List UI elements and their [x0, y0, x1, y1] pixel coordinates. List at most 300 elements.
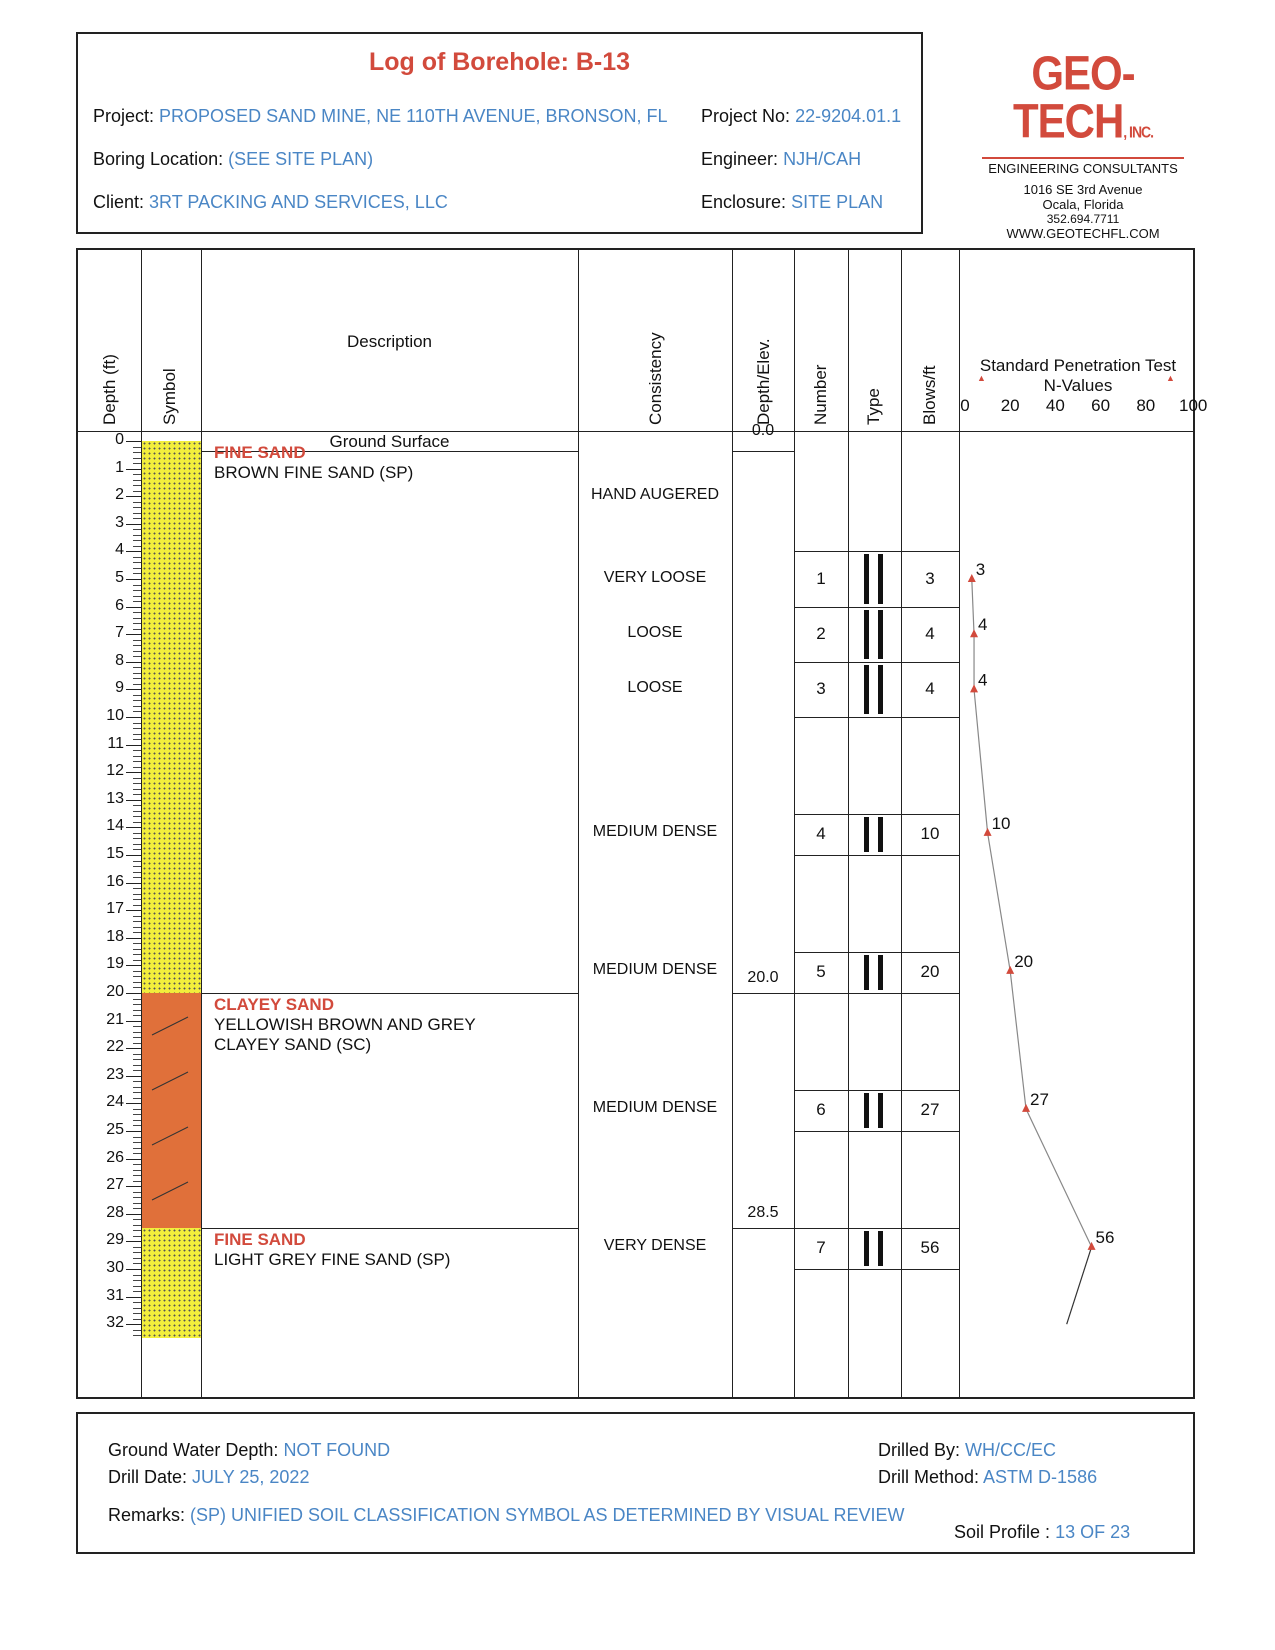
- col-header-depth: Depth (ft): [100, 354, 119, 425]
- depth-minor-tick: [133, 987, 141, 988]
- depth-minor-tick: [133, 816, 141, 817]
- depth-minor-tick: [133, 535, 141, 536]
- project-no-label: Project No:: [701, 106, 791, 126]
- depth-minor-tick: [133, 1263, 141, 1264]
- engineer-row: [701, 149, 861, 170]
- split-spoon-bar: [864, 554, 869, 603]
- spt-tick-label: 20: [1000, 396, 1020, 415]
- depth-tick-label: 4: [115, 541, 124, 559]
- depth-elev-value: 20.0: [747, 969, 779, 986]
- depth-minor-tick: [133, 1037, 141, 1038]
- layer-title: CLAYEY SAND: [214, 995, 334, 1014]
- depth-minor-tick: [133, 474, 141, 475]
- depth-minor-tick: [133, 711, 141, 712]
- depth-minor-tick: [133, 1192, 141, 1193]
- depth-minor-tick: [133, 458, 141, 459]
- depth-minor-tick: [133, 480, 141, 481]
- depth-minor-tick: [133, 562, 141, 563]
- sample-blows: 27: [920, 1100, 940, 1120]
- depth-minor-tick: [133, 1081, 141, 1082]
- company-tagline: ENGINEERING CONSULTANTS: [988, 161, 1178, 176]
- depth-minor-tick: [133, 1137, 141, 1138]
- depth-minor-tick: [133, 1070, 141, 1071]
- split-spoon-bar: [864, 1093, 869, 1128]
- sample-divider: [794, 952, 959, 953]
- depth-minor-tick: [133, 1236, 141, 1237]
- spt-tick-label: 80: [1136, 396, 1156, 415]
- depth-minor-tick: [133, 943, 141, 944]
- clay-hatch-pattern: [142, 993, 201, 1228]
- consistency-label: LOOSE: [627, 679, 683, 697]
- split-spoon-bar: [864, 1231, 869, 1266]
- consistency-label: VERY LOOSE: [603, 569, 707, 586]
- log-title: Log of Borehole: B-13: [368, 48, 631, 76]
- layer-description: LIGHT GREY FINE SAND (SP): [214, 1249, 451, 1269]
- spt-marker-left-icon: ▲: [977, 373, 986, 383]
- depth-major-tick: [126, 827, 141, 828]
- enclosure-row: [701, 192, 883, 213]
- depth-minor-tick: [133, 1109, 141, 1110]
- depth-minor-tick: [133, 811, 141, 812]
- spt-point-label: 4: [978, 615, 988, 635]
- depth-minor-tick: [133, 656, 141, 657]
- col-header-description: Description: [346, 332, 433, 351]
- depth-minor-tick: [133, 1252, 141, 1253]
- depth-tick-label: 6: [115, 596, 124, 614]
- layer-divider: [201, 1228, 578, 1229]
- footer-box: [76, 1412, 1195, 1554]
- company-address1: 1016 SE 3rd Avenue: [1023, 182, 1143, 197]
- consistency-label: MEDIUM DENSE: [592, 822, 718, 840]
- col-header-consistency: Consistency: [646, 332, 665, 425]
- layer-divider: [201, 993, 578, 994]
- depth-major-tick: [126, 1186, 141, 1187]
- depth-minor-tick: [133, 612, 141, 613]
- sample-divider: [794, 1228, 959, 1229]
- depth-minor-tick: [133, 861, 141, 862]
- spt-point: [970, 629, 978, 637]
- depth-major-tick: [126, 1021, 141, 1022]
- drill-method-value: ASTM D-1586: [983, 1467, 1098, 1487]
- split-spoon-bar: [878, 665, 883, 714]
- depth-major-tick: [126, 662, 141, 663]
- depth-minor-tick: [133, 1032, 141, 1033]
- sample-number: 3: [816, 679, 826, 699]
- enclosure-value: SITE PLAN: [791, 192, 884, 212]
- depth-minor-tick: [133, 1065, 141, 1066]
- spt-point-label: 3: [975, 560, 986, 579]
- depth-minor-tick: [133, 700, 141, 701]
- depth-minor-tick: [133, 805, 141, 806]
- depth-elev-divider: [732, 993, 794, 994]
- depth-tick-label: 18: [106, 927, 124, 945]
- depth-minor-tick: [133, 1120, 141, 1121]
- gw-row: [108, 1440, 390, 1461]
- depth-tick-label: 24: [106, 1093, 124, 1111]
- depth-major-tick: [126, 883, 141, 884]
- depth-minor-tick: [133, 573, 141, 574]
- consistency-label: HAND AUGERED: [590, 486, 720, 504]
- depth-minor-tick: [133, 1125, 141, 1126]
- sample-blows: 4: [925, 624, 935, 644]
- depth-minor-tick: [133, 899, 141, 900]
- company-address2: Ocala, Florida: [1042, 197, 1124, 212]
- depth-minor-tick: [133, 954, 141, 955]
- depth-tick-label: 0: [115, 431, 124, 448]
- depth-major-tick: [126, 1269, 141, 1270]
- depth-major-tick: [126, 910, 141, 911]
- depth-minor-tick: [133, 1043, 141, 1044]
- depth-minor-tick: [133, 1308, 141, 1309]
- depth-major-tick: [126, 1076, 141, 1077]
- hatch-line: [152, 1182, 188, 1200]
- layer-description-line: YELLOWISH BROWN AND GREY: [214, 1015, 476, 1034]
- depth-minor-tick: [133, 888, 141, 889]
- depth-minor-tick: [133, 1203, 141, 1204]
- depth-minor-tick: [133, 601, 141, 602]
- client-label: Client:: [93, 192, 145, 212]
- depth-minor-tick: [133, 502, 141, 503]
- consistency-label: LOOSE: [627, 624, 683, 642]
- company-web: WWW.GEOTECHFL.COM: [1006, 226, 1160, 241]
- spt-tick-label: 40: [1045, 396, 1065, 415]
- depth-minor-tick: [133, 976, 141, 977]
- depth-tick-label: 5: [115, 569, 124, 586]
- spt-point: [1088, 1242, 1096, 1250]
- depth-minor-tick: [133, 452, 141, 453]
- depth-minor-tick: [133, 518, 141, 519]
- depth-tick-label: 9: [115, 679, 124, 697]
- drill-method-label: Drill Method:: [878, 1467, 980, 1487]
- depth-tick-label: 27: [106, 1176, 124, 1194]
- project-label: Project:: [93, 106, 155, 126]
- depth-tick-label: 11: [107, 734, 124, 752]
- depth-minor-tick: [133, 1197, 141, 1198]
- split-spoon-bar: [878, 610, 883, 659]
- depth-tick-label: 28: [106, 1203, 124, 1221]
- depth-minor-tick: [133, 463, 141, 464]
- depth-minor-tick: [133, 838, 141, 839]
- gw-label: Ground Water Depth:: [108, 1440, 279, 1460]
- depth-minor-tick: [133, 728, 141, 729]
- depth-tick-label: 25: [106, 1121, 124, 1138]
- boring-label: Boring Location:: [93, 149, 224, 169]
- engineer-value: NJH/CAH: [783, 149, 862, 169]
- drill-date-value: JULY 25, 2022: [192, 1467, 310, 1487]
- depth-minor-tick: [133, 734, 141, 735]
- sample-divider: [794, 662, 959, 663]
- boring-row: [93, 149, 373, 170]
- company-logo: [978, 45, 1188, 241]
- depth-minor-tick: [133, 1026, 141, 1027]
- depth-minor-tick: [133, 872, 141, 873]
- depth-elev-value: 28.5: [747, 1203, 779, 1221]
- sample-divider: [794, 1269, 959, 1270]
- spt-subtitle: N-Values: [1043, 376, 1113, 395]
- spt-tick-label: 60: [1091, 396, 1111, 415]
- depth-major-tick: [126, 579, 141, 580]
- depth-minor-tick: [133, 651, 141, 652]
- depth-minor-tick: [133, 678, 141, 679]
- split-spoon-bar: [878, 817, 883, 852]
- spt-point: [1022, 1104, 1030, 1112]
- split-spoon-bar: [878, 554, 883, 603]
- depth-tick-label: 15: [106, 845, 124, 862]
- spt-point-label: 10: [991, 813, 1011, 833]
- depth-minor-tick: [133, 1330, 141, 1331]
- depth-minor-tick: [133, 960, 141, 961]
- depth-minor-tick: [133, 590, 141, 591]
- depth-minor-tick: [133, 1004, 141, 1005]
- sample-divider: [794, 717, 959, 718]
- depth-major-tick: [126, 965, 141, 966]
- sample-divider: [794, 607, 959, 608]
- depth-minor-tick: [133, 999, 141, 1000]
- depth-tick-label: 19: [106, 955, 124, 973]
- boring-value: (SEE SITE PLAN): [228, 149, 374, 169]
- depth-minor-tick: [133, 540, 141, 541]
- drilled-by-row: [878, 1440, 1056, 1461]
- depth-minor-tick: [133, 1153, 141, 1154]
- client-row: [93, 192, 448, 213]
- spt-marker-right-icon: ▲: [1166, 373, 1175, 383]
- depth-minor-tick: [133, 739, 141, 740]
- enclosure-label: Enclosure:: [701, 192, 787, 212]
- project-value: PROPOSED SAND MINE, NE 110TH AVENUE, BRONSON, FL: [159, 106, 668, 126]
- soil-symbol-hatch: [142, 993, 201, 1228]
- depth-minor-tick: [133, 1175, 141, 1176]
- depth-major-tick: [126, 938, 141, 939]
- sample-number: 2: [816, 624, 826, 644]
- depth-tick-label: 29: [106, 1231, 124, 1249]
- depth-minor-tick: [133, 485, 141, 486]
- depth-tick-label: 8: [115, 651, 124, 669]
- spt-tick-label: 100: [1179, 396, 1208, 415]
- sample-blows: 4: [925, 679, 935, 699]
- layer-description: BROWN FINE SAND (SP): [214, 463, 414, 482]
- depth-major-tick: [126, 800, 141, 801]
- depth-minor-tick: [133, 557, 141, 558]
- spt-tick-label: 0: [960, 396, 970, 415]
- depth-minor-tick: [133, 640, 141, 641]
- depth-major-tick: [126, 469, 141, 470]
- split-spoon-bar: [864, 610, 869, 659]
- depth-tick-label: 16: [106, 872, 124, 890]
- depth-minor-tick: [133, 695, 141, 696]
- col-header-depth-elev: Depth/Elev.: [754, 338, 773, 425]
- col-header-number: Number: [811, 364, 830, 425]
- depth-minor-tick: [133, 529, 141, 530]
- gw-value: NOT FOUND: [283, 1440, 391, 1460]
- engineer-label: Engineer:: [701, 149, 779, 169]
- depth-minor-tick: [133, 1059, 141, 1060]
- spt-point-label: 20: [1014, 951, 1034, 971]
- depth-major-tick: [126, 441, 141, 442]
- spt-line: [972, 579, 1092, 1247]
- depth-minor-tick: [133, 927, 141, 928]
- depth-minor-tick: [133, 949, 141, 950]
- depth-minor-tick: [133, 1181, 141, 1182]
- depth-minor-tick: [133, 684, 141, 685]
- col-header-blows: Blows/ft: [920, 365, 939, 425]
- depth-minor-tick: [133, 673, 141, 674]
- sample-blows: 56: [920, 1238, 940, 1258]
- depth-minor-tick: [133, 1010, 141, 1011]
- spt-point-label: 4: [978, 670, 988, 690]
- depth-minor-tick: [133, 1015, 141, 1016]
- depth-tick-label: 32: [106, 1314, 124, 1332]
- sample-number: 6: [816, 1100, 826, 1120]
- depth-major-tick: [126, 855, 141, 856]
- consistency-label: VERY DENSE: [603, 1236, 707, 1254]
- depth-minor-tick: [133, 1087, 141, 1088]
- depth-major-tick: [126, 1297, 141, 1298]
- depth-tick-label: 13: [106, 789, 124, 807]
- depth-tick-label: 31: [106, 1286, 124, 1304]
- depth-minor-tick: [133, 833, 141, 834]
- depth-minor-tick: [133, 894, 141, 895]
- sample-blows: 20: [920, 962, 940, 982]
- spt-tail-line: [1067, 1247, 1092, 1324]
- depth-minor-tick: [133, 971, 141, 972]
- spt-point: [1006, 966, 1014, 974]
- depth-minor-tick: [133, 1313, 141, 1314]
- sample-divider: [794, 1131, 959, 1132]
- depth-minor-tick: [133, 1098, 141, 1099]
- layer-title: FINE SAND: [214, 1229, 306, 1249]
- remarks-value: (SP) UNIFIED SOIL CLASSIFICATION SYMBOL AS DETERMINED BY VISUAL REVIEW: [190, 1505, 905, 1525]
- depth-tick-label: 3: [115, 513, 124, 531]
- depth-tick-label: 2: [115, 486, 124, 504]
- depth-minor-tick: [133, 585, 141, 586]
- layer-description-line: CLAYEY SAND (SC): [214, 1035, 372, 1054]
- consistency-label: MEDIUM DENSE: [592, 1098, 718, 1116]
- soil-profile-row: [954, 1522, 1130, 1543]
- ground-surface-label: Ground Surface: [329, 432, 450, 451]
- depth-tick-label: 23: [106, 1065, 124, 1083]
- sample-divider: [794, 993, 959, 994]
- depth-tick-label: 26: [106, 1148, 124, 1166]
- soil-symbol-dots: [142, 1228, 201, 1338]
- depth-major-tick: [126, 1241, 141, 1242]
- layer-title: FINE SAND: [214, 443, 306, 462]
- depth-tick-label: 30: [106, 1259, 124, 1276]
- depth-minor-tick: [133, 877, 141, 878]
- split-spoon-bar: [864, 817, 869, 852]
- depth-minor-tick: [133, 844, 141, 845]
- sample-number: 1: [816, 569, 826, 588]
- spt-point: [970, 684, 978, 692]
- depth-major-tick: [126, 634, 141, 635]
- depth-major-tick: [126, 1214, 141, 1215]
- spt-point-label: 56: [1095, 1227, 1115, 1247]
- depth-minor-tick: [133, 1286, 141, 1287]
- company-phone: 352.694.7711: [1046, 212, 1120, 226]
- depth-minor-tick: [133, 921, 141, 922]
- drilled-by-label: Drilled By:: [878, 1440, 961, 1460]
- sample-divider: [794, 551, 959, 552]
- depth-major-tick: [126, 745, 141, 746]
- depth-minor-tick: [133, 1208, 141, 1209]
- depth-minor-tick: [133, 750, 141, 751]
- sample-number: 4: [816, 824, 826, 844]
- depth-minor-tick: [133, 932, 141, 933]
- depth-major-tick: [126, 1048, 141, 1049]
- depth-major-tick: [126, 717, 141, 718]
- depth-minor-tick: [133, 1319, 141, 1320]
- spt-point: [984, 828, 992, 836]
- depth-elev-divider: [732, 1228, 794, 1229]
- depth-minor-tick: [133, 1092, 141, 1093]
- depth-minor-tick: [133, 1280, 141, 1281]
- depth-minor-tick: [133, 1054, 141, 1055]
- soil-profile-label: Soil Profile :: [954, 1522, 1051, 1542]
- depth-minor-tick: [133, 778, 141, 779]
- soil-symbol-dots: [142, 441, 201, 993]
- depth-minor-tick: [133, 783, 141, 784]
- project-no-value: 22-9204.01.1: [795, 106, 902, 126]
- drilled-by-value: WH/CC/EC: [965, 1440, 1057, 1460]
- spt-point: [968, 574, 976, 582]
- depth-major-tick: [126, 1103, 141, 1104]
- split-spoon-bar: [878, 1231, 883, 1266]
- depth-minor-tick: [133, 822, 141, 823]
- drill-date-label: Drill Date:: [108, 1467, 188, 1487]
- depth-tick-label: 14: [106, 817, 124, 835]
- depth-tick-label: 20: [106, 983, 124, 1000]
- depth-minor-tick: [133, 1219, 141, 1220]
- depth-tick-label: 22: [106, 1038, 124, 1056]
- depth-tick-label: 21: [106, 1010, 124, 1028]
- client-value: 3RT PACKING AND SERVICES, LLC: [149, 192, 448, 212]
- depth-minor-tick: [133, 1258, 141, 1259]
- depth-minor-tick: [133, 1247, 141, 1248]
- project-no-row: [701, 106, 901, 127]
- depth-minor-tick: [133, 1335, 141, 1336]
- depth-minor-tick: [133, 706, 141, 707]
- depth-major-tick: [126, 772, 141, 773]
- depth-major-tick: [126, 689, 141, 690]
- spt-title: Standard Penetration Test: [979, 356, 1177, 375]
- depth-tick-label: 12: [106, 762, 124, 780]
- depth-major-tick: [126, 1324, 141, 1325]
- col-header-type: Type: [864, 388, 883, 425]
- depth-minor-tick: [133, 629, 141, 630]
- depth-minor-tick: [133, 1114, 141, 1115]
- split-spoon-bar: [864, 665, 869, 714]
- sample-divider: [794, 1090, 959, 1091]
- spt-chart: [959, 250, 1197, 1397]
- depth-minor-tick: [133, 866, 141, 867]
- depth-minor-tick: [133, 513, 141, 514]
- split-spoon-bar: [878, 1093, 883, 1128]
- depth-minor-tick: [133, 568, 141, 569]
- depth-minor-tick: [133, 916, 141, 917]
- depth-minor-tick: [133, 1291, 141, 1292]
- depth-tick-label: 7: [115, 624, 124, 642]
- depth-minor-tick: [133, 1164, 141, 1165]
- depth-minor-tick: [133, 618, 141, 619]
- depth-minor-tick: [133, 1170, 141, 1171]
- depth-minor-tick: [133, 1302, 141, 1303]
- depth-minor-tick: [133, 1230, 141, 1231]
- depth-minor-tick: [133, 723, 141, 724]
- depth-minor-tick: [133, 1225, 141, 1226]
- depth-minor-tick: [133, 767, 141, 768]
- depth-minor-tick: [133, 794, 141, 795]
- company-name: GEO-TECH, INC.: [1012, 45, 1154, 148]
- hatch-line: [152, 1072, 188, 1090]
